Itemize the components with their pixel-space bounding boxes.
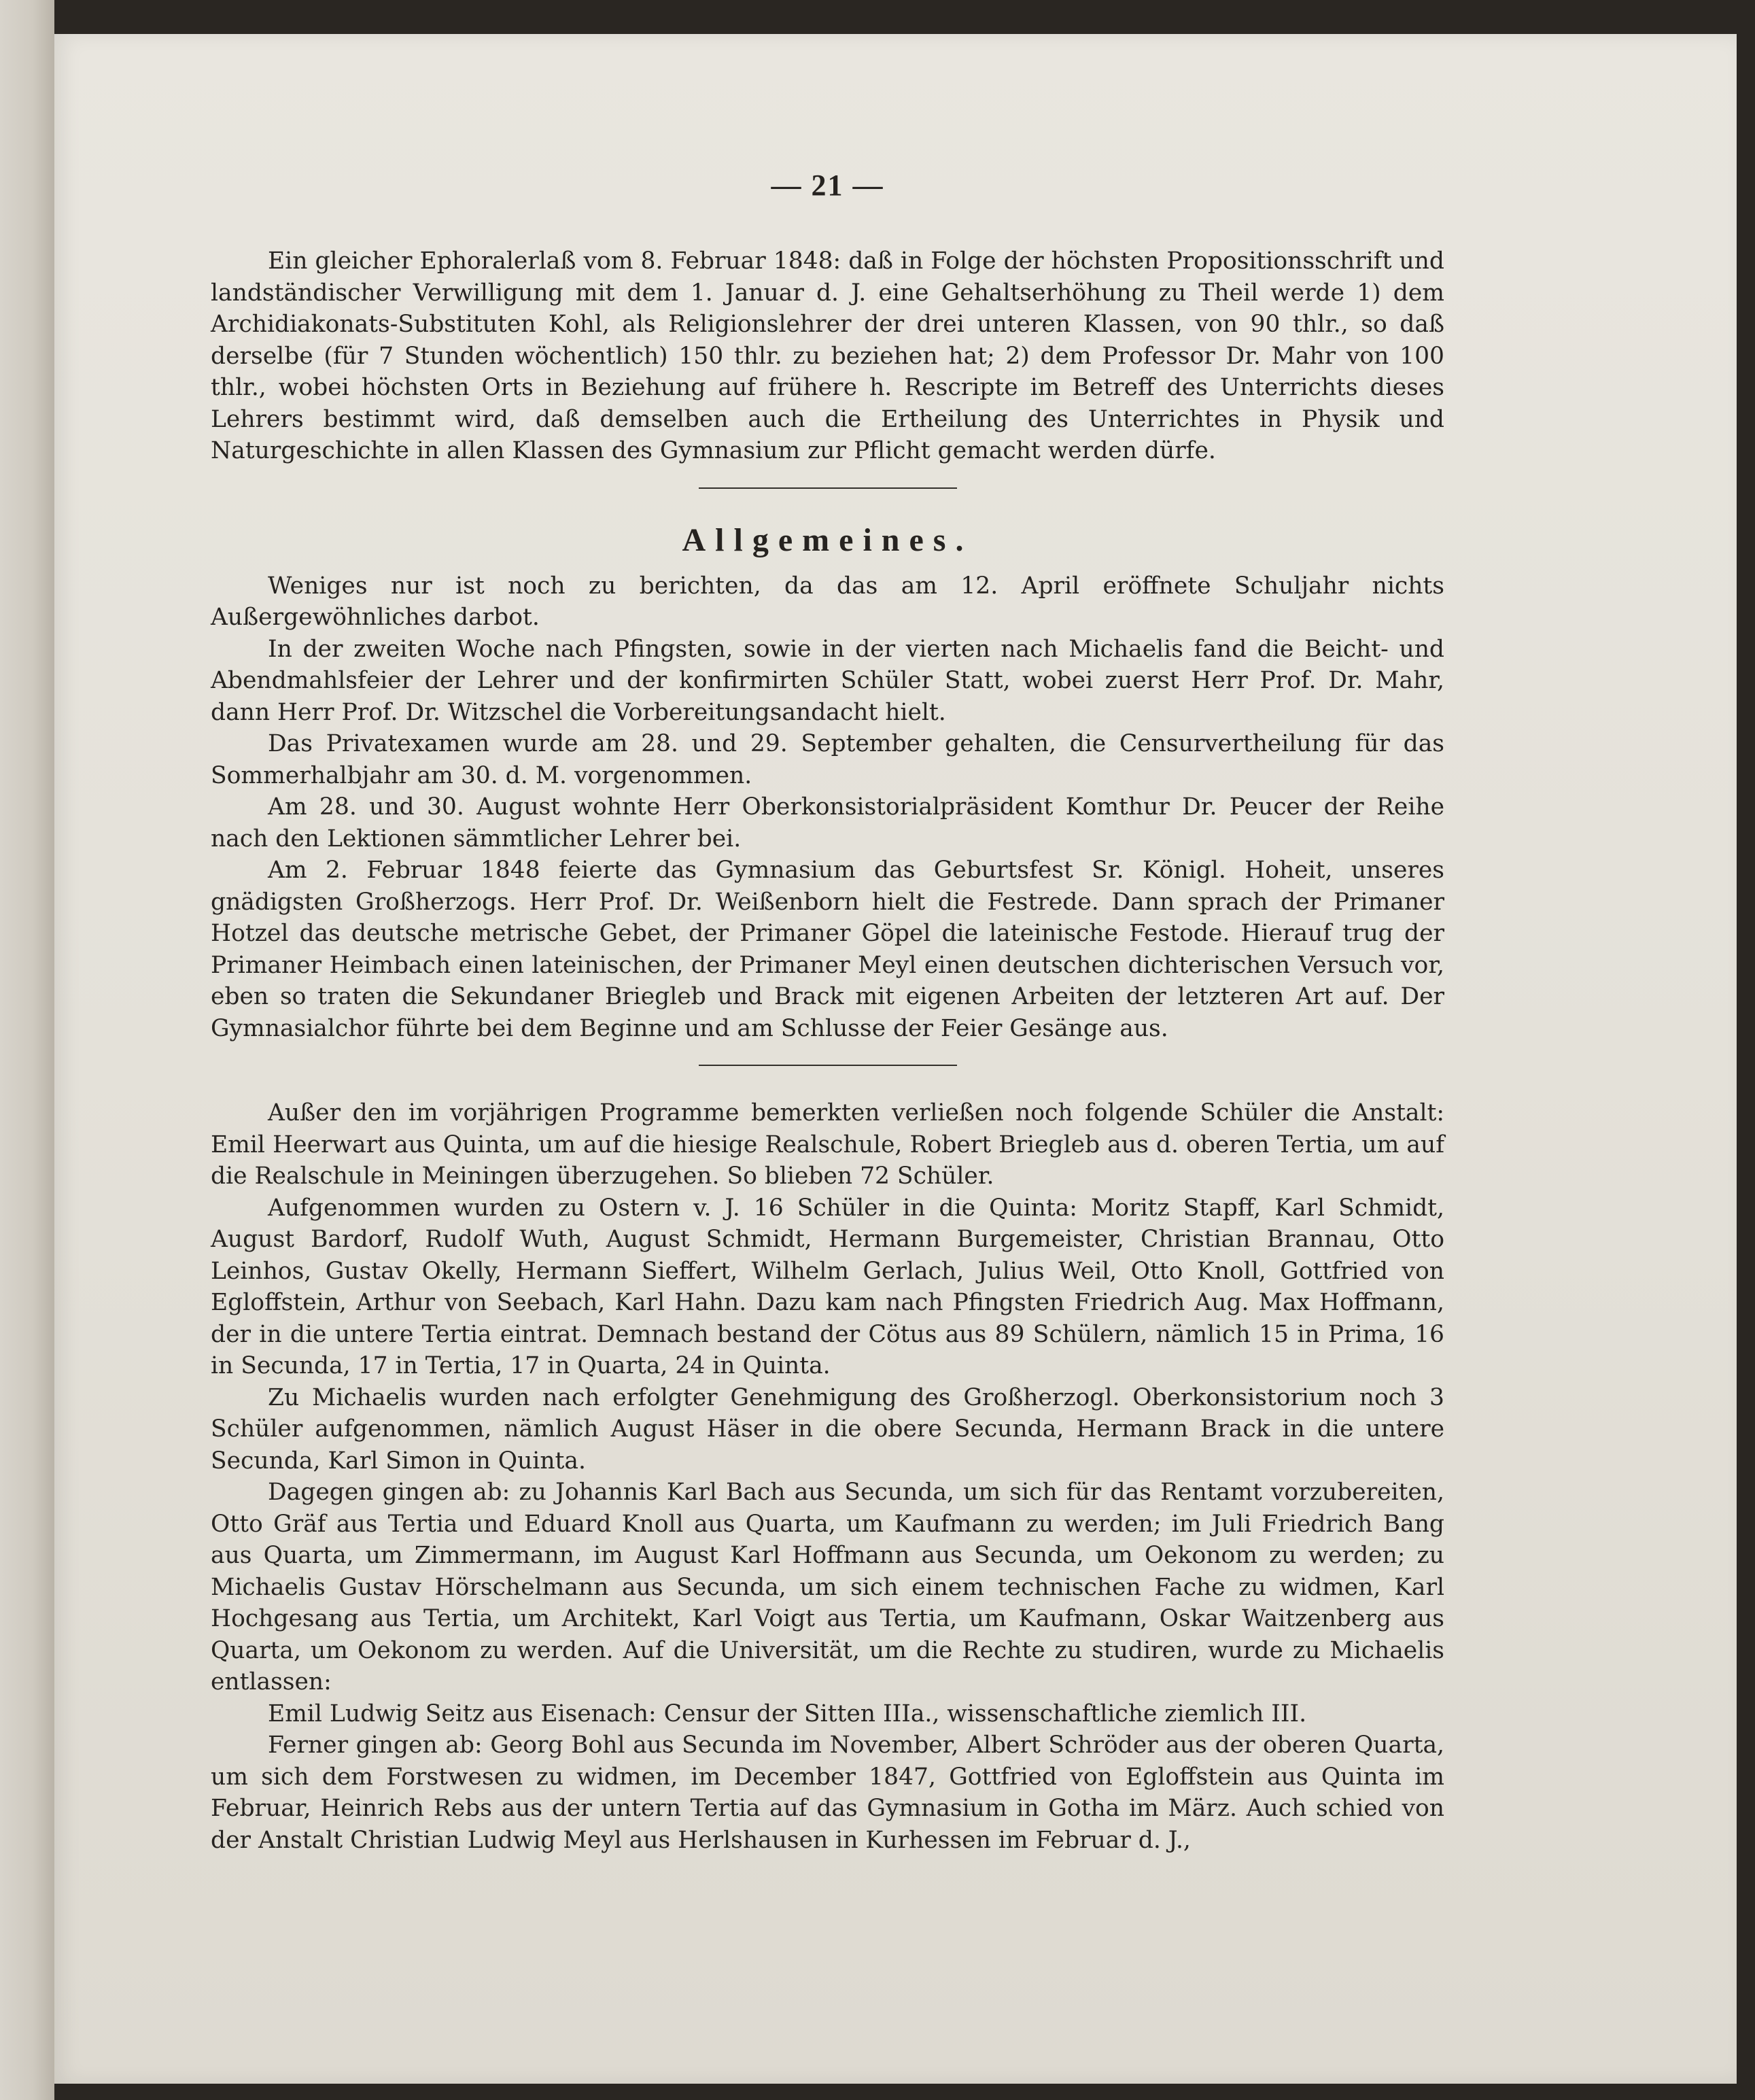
- paragraph: Weniges nur ist noch zu berichten, da das am 12. April eröffnete Schuljahr nichts Außergewöhnliches darbot.: [211, 572, 1444, 631]
- paragraph: Außer den im vorjährigen Programme bemerkten verließen noch folgende Schüler die Anstalt: Emil Heerwart aus Quinta, um auf die hiesige Realschule, Robert Briegleb aus d. oberen Tertia, um auf die Realschule in Meiningen überzugehen. So blieben 72 Schüler.: [211, 1099, 1444, 1190]
- paragraph: Am 2. Februar 1848 feierte das Gymnasium das Geburtsfest Sr. Königl. Hoheit, unseres gnädigsten Großherzogs. Herr Prof. Dr. Weißenborn hielt die Festrede. Dann sprach der Primaner Hotzel das deutsche metrische Gebet, der Primaner Göpel die lateinische Festode. Hierauf trug der Primaner Heimbach einen lateinischen, der Primaner Meyl einen deutschen dichterischen Versuch vor, eben so traten die Sekundaner Briegleb und Brack mit eigenen Arbeiten der letzteren Art auf. Der Gymnasialchor führte bei dem Beginne und am Schlusse der Feier Gesänge aus.: [211, 857, 1444, 1042]
- paragraph: Das Privatexamen wurde am 28. und 29. September gehalten, die Censurvertheilung für das Sommerhalbjahr am 30. d. M. vorgenommen.: [211, 730, 1444, 789]
- paragraph: Am 28. und 30. August wohnte Herr Oberkonsistorialpräsident Komthur Dr. Peucer der Reihe nach den Lektionen sämmtlicher Lehrer bei.: [211, 793, 1444, 853]
- paragraph: Dagegen gingen ab: zu Johannis Karl Bach aus Secunda, um sich für das Rentamt vorzubereiten, Otto Gräf aus Tertia und Eduard Knoll aus Quarta, um Kaufmann zu werden; im Juli Friedrich Bang aus Quarta, um Zimmermann, im August Karl Hoffmann aus Secunda, um Oekonom zu werden; zu Michaelis Gustav Hörschelmann aus Secunda, um sich einem technischen Fache zu widmen, Karl Hochgesang aus Tertia, um Architekt, Karl Voigt aus Tertia, um Kaufmann, Oskar Waitzenberg aus Quarta, um Oekonom zu werden. Auf die Universität, um die Rechte zu studiren, wurde zu Michaelis entlassen:: [211, 1479, 1444, 1696]
- paragraph: Ferner gingen ab: Georg Bohl aus Secunda im November, Albert Schröder aus der oberen Quarta, um sich dem Forstwesen zu widmen, im December 1847, Gottfried von Egloffstein aus Quinta im Februar, Heinrich Rebs aus der untern Tertia auf das Gymnasium in Gotha im März. Auch schied von der Anstalt Christian Ludwig Meyl aus Herlshausen in Kurhessen im Februar d. J.,: [211, 1732, 1444, 1854]
- section-divider: [699, 487, 957, 489]
- paragraph: Zu Michaelis wurden nach erfolgter Genehmigung des Großherzogl. Oberkonsistorium noch 3 Schüler aufgenommen, nämlich August Häser in die obere Secunda, Hermann Brack in die untere Secunda, Karl Simon in Quinta.: [211, 1383, 1444, 1475]
- paragraph: Emil Ludwig Seitz aus Eisenach: Censur der Sitten IIIa., wissenschaftliche ziemlich III.: [268, 1700, 1307, 1727]
- paragraph: Aufgenommen wurden zu Ostern v. J. 16 Schüler in die Quinta: Moritz Stapff, Karl Schmidt, August Bardorf, Rudolf Wuth, August Schmidt, Hermann Burgemeister, Christian Brannau, Otto Leinhos, Gustav Okelly, Hermann Sieffert, Wilhelm Gerlach, Julius Weil, Otto Knoll, Gottfried von Egloffstein, Arthur von Seebach, Karl Hahn. Dazu kam nach Pfingsten Friedrich Aug. Max Hoffmann, der in die untere Tertia eintrat. Demnach bestand der Cötus aus 89 Schülern, nämlich 15 in Prima, 16 in Secunda, 17 in Tertia, 17 in Quarta, 24 in Quinta.: [211, 1194, 1444, 1379]
- section-heading: Allgemeines.: [682, 521, 973, 558]
- paragraph: Ein gleicher Ephoralerlaß vom 8. Februar 1848: daß in Folge der höchsten Propositionsschrift und landständischer Verwilligung mit dem 1. Januar d. J. eine Gehaltserhöhung zu Theil werde 1) dem Archidiakonats-Substituten Kohl, als Religionslehrer der drei unteren Klassen, von 90 thlr., so daß derselbe (für 7 Stunden wöchentlich) 150 thlr. zu beziehen hat; 2) dem Professor Dr. Mahr von 100 thlr., wobei höchsten Orts in Beziehung auf frühere h. Rescripte im Betreff des Unterrichts dieses Lehrers bestimmt wird, daß demselben auch die Ertheilung des Unterrichtes in Physik und Naturgeschichte in allen Klassen des Gymnasium zur Pflicht gemacht werden dürfe.: [211, 247, 1444, 464]
- page-content: [211, 167, 1444, 1856]
- paragraph: In der zweiten Woche nach Pfingsten, sowie in der vierten nach Michaelis fand die Beicht- und Abendmahlsfeier der Lehrer und der konfirmirten Schüler Statt, wobei zuerst Herr Prof. Dr. Mahr, dann Herr Prof. Dr. Witzschel die Vorbereitungsandacht hielt.: [211, 635, 1444, 726]
- page-number: — 21 —: [771, 169, 884, 202]
- adjacent-page-edge: [0, 0, 54, 2100]
- section-students: [211, 1097, 1444, 1856]
- section-ephoral-decree: [211, 245, 1444, 467]
- section-allgemeines: [211, 520, 1444, 1045]
- section-divider: [699, 1065, 957, 1066]
